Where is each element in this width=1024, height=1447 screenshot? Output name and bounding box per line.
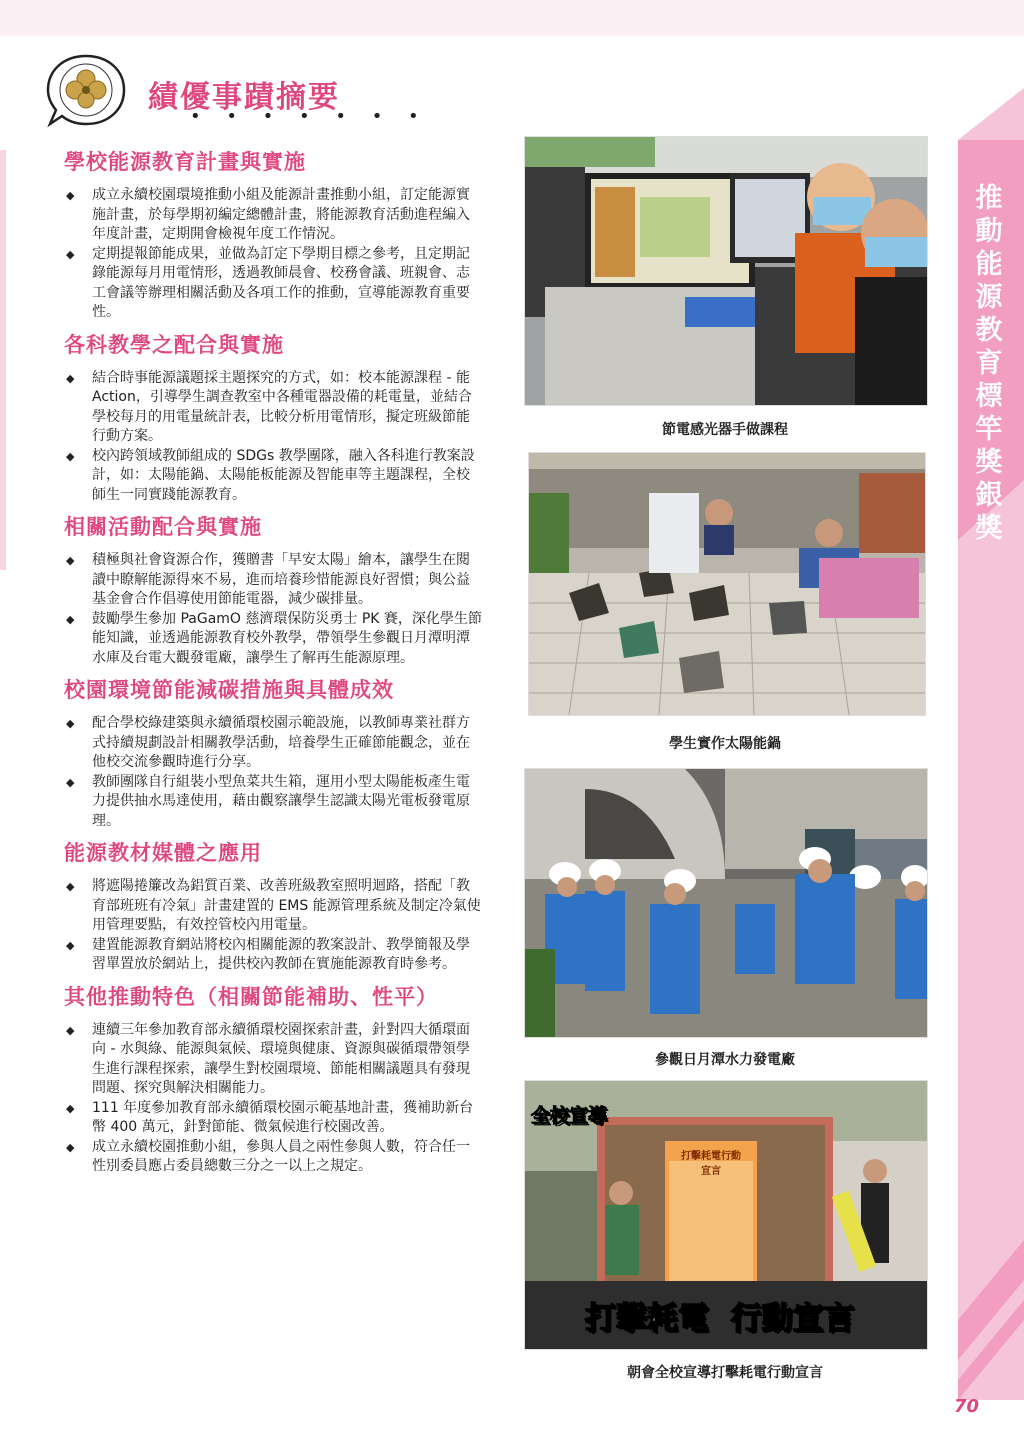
photo-caption: 節電感光器手做課程 [662, 422, 788, 438]
list-item: ◆ 配合學校綠建築與永續循環校園示範設施，以教師專業社群方式持續規劃設計相關教學活動，培養學生正確節能觀念，並在他校交流參觀時進行分享。 [66, 715, 470, 770]
diamond-bullet-icon: ◆ [66, 1101, 75, 1115]
list-item: ◆ 111 年度參加教育部永續循環校園示範基地計畫，獲補助新台幣 400 萬元，針對節能、微氣候進行校園改善。 [66, 1099, 474, 1135]
list-item: ◆ 成立永續校園推動小組，參與人員之兩性參與人數，符合任一性別委員應占委員總數三分之一以上之規定。 [66, 1138, 470, 1174]
section-campus [64, 674, 482, 831]
list-item: ◆ 結合時事能源議題採主題探究的方式，如：校本能源課程 - 能 Action，引導學生調查教室中各種電器設備的耗電量，並結合學校每月的用電量統計表，比較分析用電情形，擬定班級節能行動方案。 [66, 369, 472, 444]
diamond-bullet-icon: ◆ [66, 612, 75, 626]
section-heading: 校園環境節能減碳措施與具體成效 [64, 678, 394, 702]
diamond-bullet-icon: ◆ [66, 717, 75, 730]
overlay-label-bottom: 打擊耗電 行動宣言 [585, 1301, 855, 1337]
left-edge-decoration [0, 150, 6, 570]
section-energy-plan [64, 146, 482, 323]
clover-logo-icon [46, 52, 128, 128]
list-item: ◆ 成立永續校園環境推動小組及能源計畫推動小組，訂定能源實施計畫，於每學期初編定總體計畫，將能源教育活動進程編入年度計畫，定期開會檢視年度工作情況。 [66, 187, 470, 242]
list-item: ◆ 積極與社會資源合作，獲贈書「早安太陽」繪本，讓學生在閱讀中瞭解能源得來不易，進而培養珍惜能源良好習慣；與公益基金會合作倡導使用節能電器，減少碳排量。 [66, 552, 470, 607]
list-item: ◆ 鼓勵學生參加 PaGamO 慈濟環保防災勇士 PK 賽，深化學生節能知識，並透過能源教育校外教學，帶領學生參觀日月潭明潭水庫及台電大觀發電廠，讓學生了解再生能源原理。 [66, 610, 482, 666]
photo-solar-cooker [528, 452, 926, 716]
list-item: ◆ 將遮陽捲簾改為鋁質百業、改善班級教室照明迴路，搭配「教育部班班有冷氣」計畫建置的 EMS 能源管理系統及制定冷氣使用管理要點，有效控管校內用電量。 [66, 878, 481, 933]
diamond-bullet-icon: ◆ [66, 371, 75, 385]
overlay-label-top: 全校宣導 [531, 1105, 608, 1127]
photo-power-plant-visit [524, 768, 928, 1038]
page-title: 績優事蹟摘要 [148, 80, 340, 115]
diamond-bullet-icon: ◆ [66, 554, 75, 567]
diamond-bullet-icon: ◆ [66, 1140, 75, 1154]
diamond-bullet-icon: ◆ [66, 449, 75, 463]
board-heading: 打擊耗電行動宣言 [681, 1151, 741, 1177]
diamond-bullet-icon: ◆ [66, 938, 75, 952]
diamond-bullet-icon: ◆ [66, 247, 75, 261]
section-teaching [64, 329, 482, 506]
section-heading: 學校能源教育計畫與實施 [64, 150, 306, 174]
section-heading: 各科教學之配合與實施 [64, 332, 284, 357]
diamond-bullet-icon: ◆ [66, 775, 75, 789]
photo-light-sensor-class [524, 136, 928, 406]
list-item: ◆ 連續三年參加教育部永續循環校園探索計畫，針對四大循環面向 - 水與綠、能源與氣候、環境與健康、資源與碳循環帶領學生進行課程探索，讓學生對校園環境、節能相關議題具有發現問題、探究與解決相關能力。 [66, 1021, 470, 1096]
list-item: ◆ 教師團隊自行組裝小型魚菜共生箱，運用小型太陽能板產生電力提供抽水馬達使用，藉由觀察讓學生認識太陽光電板發電原理。 [66, 773, 470, 829]
list-item: ◆ 建置能源教育網站將校內相關能源的教案設計、教學簡報及學習單置放於網站上，提供校內教師在實施能源教育時參考。 [66, 936, 470, 972]
photo-caption: 學生實作太陽能鍋 [669, 736, 781, 752]
list-item: ◆ 定期提報節能成果，並做為訂定下學期目標之參考，且定期記錄能源每月用電情形，透過教師晨會、校務會議、班親會、志工會議等辦理相關活動及各項工作的推動，宣導能源教育重要性。 [66, 245, 470, 320]
list-item: ◆ 校內跨領域教師組成的 SDGs 教學團隊，融入各科進行教案設計，如：太陽能鍋、太陽能板能源及智能車等主題課程，全校師生一同實踐能源教育。 [66, 447, 475, 503]
section-heading: 能源教材媒體之應用 [64, 841, 262, 865]
photo-caption: 參觀日月潭水力發電廠 [655, 1052, 795, 1068]
side-vertical-title: 推動能源教育標竿獎 銀獎 [975, 183, 1003, 544]
section-activities [64, 511, 482, 668]
page-number: 70 [954, 1396, 980, 1417]
section-media [64, 837, 482, 975]
main-content [64, 146, 482, 1183]
photo-caption: 朝會全校宣導打擊耗電行動宣言 [627, 1365, 823, 1381]
section-heading: 其他推動特色（相關節能補助、性平） [64, 984, 438, 1009]
photo-assembly-declaration [524, 1080, 928, 1350]
diamond-bullet-icon: ◆ [66, 1023, 75, 1037]
title-dots: • • • • • • • [190, 106, 429, 127]
section-heading: 相關活動配合與實施 [64, 515, 262, 539]
top-band [0, 0, 1024, 36]
section-other [64, 981, 482, 1177]
diamond-bullet-icon: ◆ [66, 880, 75, 893]
diamond-bullet-icon: ◆ [66, 189, 75, 202]
